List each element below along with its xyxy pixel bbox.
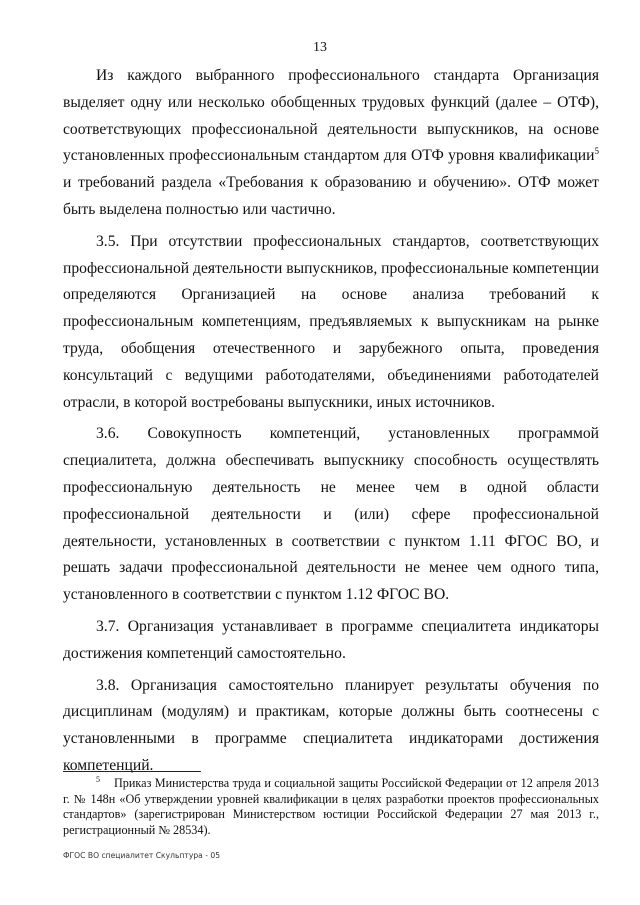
document-body [63,63,599,785]
footnote-text: Приказ Министерства труда и социальной защиты Российской Федерации от 12 апреля 2013 г. № 148н «Об утверждении уровней квалификации в целях разработки проектов профессиональных стандартов» (зарегистрирован Министерством юстиции Российской Федерации 27 мая 2013 г., регистрационный № 28534). [63,776,599,837]
paragraph-3-6: 3.6. Совокупность компетенций, установленных программой специалитета, должна обеспечивать выпускнику способность осуществлять профессиональную деятельность не менее чем в одной области профессиональной деятельности и (или) сфере профессиональной деятельности, установленных в соответствии с пунктом 1.11 ФГОС ВО, и решать задачи профессиональной деятельности не менее чем одного типа, установленного в соответствии с пунктом 1.12 ФГОС ВО. [63,425,599,604]
paragraph-otf-text: Из каждого выбранного профессионального стандарта Организация выделяет одну или несколько обобщенных трудовых функций (далее – ОТФ), соответствующих профессиональной деятельности выпускников, на основе установленных профессиональным стандартом для ОТФ уровня квалификации [63,67,599,165]
paragraph-3-5: 3.5. При отсутствии профессиональных стандартов, соответствующих профессиональной деятельности выпускников, профессиональные компетенции определяются Организацией на основе анализа требований к профессиональным компетенциям, предъявляемых к выпускникам на рынке труда, обобщения отечественного и зарубежного опыта, проведения консультаций с ведущими работодателями, объединениями работодателей отрасли, в которой востребованы выпускники, иных источников. [63,232,599,411]
paragraph-otf [63,63,599,224]
footnote-divider [63,771,201,772]
footnote [63,776,599,838]
paragraph-otf-continuation: и требований раздела «Требования к образованию и обучению». ОТФ может быть выделена полностью или частично. [63,174,599,218]
paragraph-3-8: 3.8. Организация самостоятельно планирует результаты обучения по дисциплинам (модулям) и практикам, которые должны быть соотнесены с установленными в программе специалитета индикаторами достижения компетенций. [63,676,599,774]
page-number: 13 [313,40,327,55]
footnote-reference: 5 [594,146,599,157]
footnote-number: 5 [96,774,100,784]
document-footer: ФГОС ВО специалитет Скульптура - 05 [63,851,221,860]
paragraph-3-7: 3.7. Организация устанавливает в программе специалитета индикаторы достижения компетенций самостоятельно. [63,617,599,662]
